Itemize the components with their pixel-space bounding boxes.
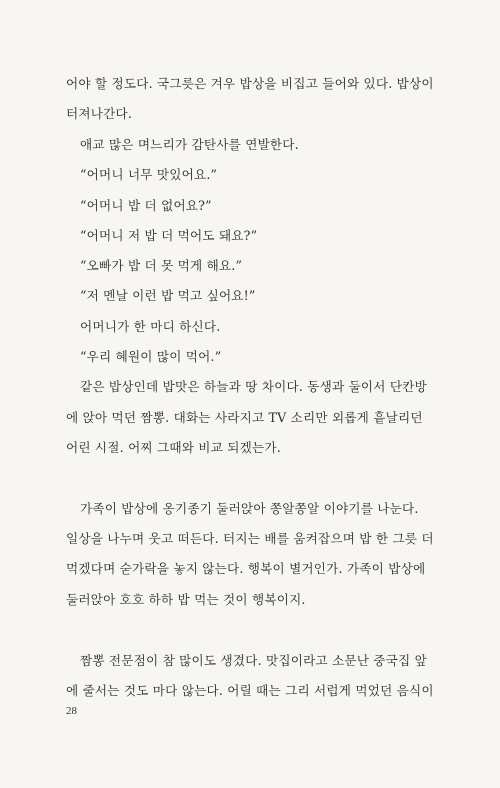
dialogue-line: “어머니 밥 더 없어요?” xyxy=(80,198,212,213)
dialogue-line: “오빠가 밥 더 못 먹게 해요.” xyxy=(80,258,243,273)
dialogue-line: “우리 혜원이 많이 먹어.” xyxy=(80,349,222,364)
text-line: 터져나간다. xyxy=(66,106,133,121)
dialogue-line: “어머니 너무 맛있어요.” xyxy=(80,167,218,182)
text-line: 둘러앉아 호호 하하 밥 먹는 것이 행복이지. xyxy=(66,592,306,607)
text-line: 애교 많은 며느리가 감탄사를 연발한다. xyxy=(80,137,299,152)
text-line: 어린 시절. 어찌 그때와 비교 되겠는가. xyxy=(66,440,281,455)
text-line: 어머니가 한 마디 하신다. xyxy=(80,319,221,334)
text-line: 먹겠다며 숟가락을 놓지 않는다. 행복이 별거인가. 가족이 밥상에 xyxy=(66,561,426,576)
text-line: 에 앉아 먹던 짬뽕. 대화는 사라지고 TV 소리만 외롭게 흩날리던 xyxy=(66,410,423,425)
text-line: 같은 밥상인데 밥맛은 하늘과 땅 차이다. 동생과 둘이서 단칸방 xyxy=(80,379,427,394)
text-line: 에 줄서는 것도 마다 않는다. 어릴 때는 그리 서럽게 먹었던 음식이 xyxy=(66,683,434,698)
text-line: 일상을 나누며 웃고 떠든다. 터지는 배를 움켜잡으며 밥 한 그릇 더 xyxy=(66,531,434,546)
dialogue-line: “어머니 저 밥 더 먹어도 돼요?” xyxy=(80,228,258,243)
text-line: 짬뽕 전문점이 참 많이도 생겼다. 맛집이라고 소문난 중국집 앞 xyxy=(80,653,427,668)
text-line: 어야 할 정도다. 국그릇은 겨우 밥상을 비집고 들어와 있다. 밥상이 xyxy=(66,76,434,91)
page-number: 28 xyxy=(66,705,77,717)
dialogue-line: “저 멘날 이런 밥 먹고 싶어요!” xyxy=(80,288,256,303)
text-line: 가족이 밥상에 옹기종기 둘러앉아 쫑알쫑알 이야기를 나눈다. xyxy=(80,501,419,516)
